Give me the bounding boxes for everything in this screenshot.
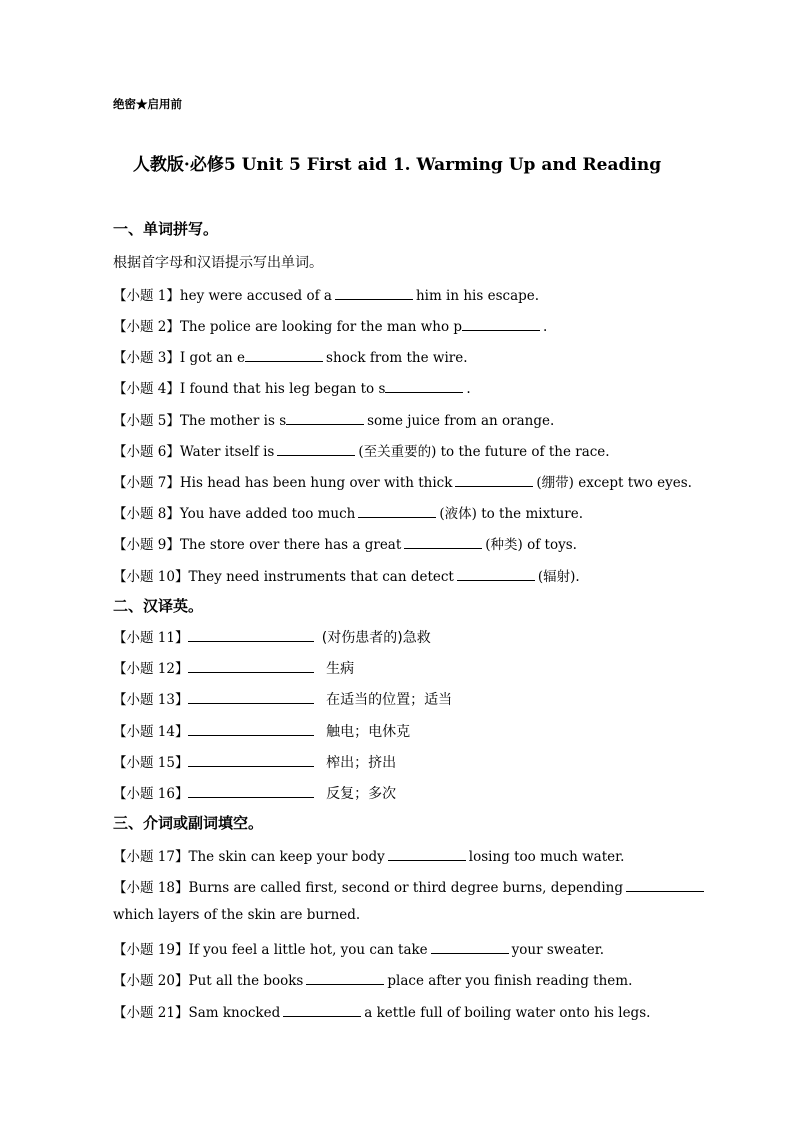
question-text: You have added too much bbox=[179, 506, 356, 522]
question-5 bbox=[113, 409, 554, 429]
answer-blank[interactable] bbox=[335, 288, 413, 300]
question-text: (辐射). bbox=[537, 569, 580, 585]
question-text: I found that his leg began to s bbox=[179, 381, 386, 397]
section1-heading: 一、单词拼写。 bbox=[113, 220, 219, 238]
question-tag: 【小题 8】 bbox=[113, 506, 180, 522]
question-text: (至关重要的) to the future of the race. bbox=[358, 444, 610, 460]
chinese-prompt: 反复；多次 bbox=[326, 786, 397, 802]
question-text: I got an e bbox=[179, 350, 246, 366]
question-tag: 【小题 6】 bbox=[113, 444, 180, 460]
question-13 bbox=[113, 688, 452, 709]
answer-blank[interactable] bbox=[188, 755, 314, 767]
answer-blank[interactable] bbox=[245, 350, 323, 362]
chinese-prompt: (对伤患者的)急救 bbox=[321, 630, 431, 646]
question-2 bbox=[113, 315, 547, 335]
question-tag: 【小题 7】 bbox=[113, 475, 180, 491]
page-title: 人教版·必修5 Unit 5 First aid 1. Warming Up and Reading bbox=[132, 155, 662, 175]
answer-blank[interactable] bbox=[626, 880, 704, 892]
question-9 bbox=[113, 533, 577, 553]
question-text: place after you finish reading them. bbox=[387, 973, 633, 989]
question-text: . bbox=[466, 381, 471, 397]
question-tag: 【小题 16】 bbox=[113, 786, 189, 802]
question-tag: 【小题 4】 bbox=[113, 381, 180, 397]
question-16 bbox=[113, 782, 396, 803]
question-text: His head has been hung over with thick bbox=[179, 475, 453, 491]
question-text: (绷带) except two eyes. bbox=[536, 475, 692, 491]
question-20 bbox=[113, 969, 632, 989]
question-8 bbox=[113, 502, 583, 522]
answer-blank[interactable] bbox=[188, 724, 314, 736]
answer-blank[interactable] bbox=[431, 942, 509, 954]
question-12 bbox=[113, 657, 354, 678]
question-text: They need instruments that can detect bbox=[188, 569, 454, 585]
question-tag: 【小题 11】 bbox=[113, 630, 189, 646]
question-17 bbox=[113, 845, 624, 865]
question-21 bbox=[113, 1001, 650, 1021]
answer-blank[interactable] bbox=[283, 1005, 361, 1017]
question-18-continuation: which layers of the skin are burned. bbox=[113, 907, 361, 923]
question-tag: 【小题 10】 bbox=[113, 569, 189, 585]
question-tag: 【小题 20】 bbox=[113, 973, 189, 989]
question-4 bbox=[113, 377, 471, 397]
question-tag: 【小题 12】 bbox=[113, 661, 189, 677]
question-tag: 【小题 19】 bbox=[113, 942, 189, 958]
question-19 bbox=[113, 938, 604, 958]
question-3 bbox=[113, 346, 468, 366]
section2-heading: 二、汉译英。 bbox=[113, 597, 204, 615]
answer-blank[interactable] bbox=[457, 569, 535, 581]
secret-label: 绝密★启用前 bbox=[113, 97, 182, 111]
question-text: shock from the wire. bbox=[326, 350, 468, 366]
question-text: Put all the books bbox=[188, 973, 304, 989]
question-tag: 【小题 18】 bbox=[113, 880, 189, 896]
answer-blank[interactable] bbox=[277, 444, 355, 456]
question-6 bbox=[113, 440, 610, 460]
question-tag: 【小题 14】 bbox=[113, 724, 189, 740]
question-text: (液体) to the mixture. bbox=[439, 506, 584, 522]
answer-blank[interactable] bbox=[358, 506, 436, 518]
question-text: Water itself is bbox=[179, 444, 275, 460]
question-text: The store over there has a great bbox=[179, 537, 402, 553]
question-text: (种类) of toys. bbox=[485, 537, 577, 553]
question-text: The police are looking for the man who p bbox=[179, 319, 463, 335]
question-text: losing too much water. bbox=[468, 849, 625, 865]
question-text: Burns are called first, second or third degree burns, depending bbox=[188, 880, 623, 896]
chinese-prompt: 在适当的位置；适当 bbox=[326, 692, 453, 708]
question-text: a kettle full of boiling water onto his legs. bbox=[364, 1005, 651, 1021]
answer-blank[interactable] bbox=[286, 413, 364, 425]
question-text: The mother is s bbox=[179, 413, 287, 429]
chinese-prompt: 触电；电休克 bbox=[326, 724, 411, 740]
question-tag: 【小题 13】 bbox=[113, 692, 189, 708]
question-text: Sam knocked bbox=[188, 1005, 281, 1021]
question-7 bbox=[113, 471, 692, 491]
chinese-prompt: 生病 bbox=[326, 661, 355, 677]
question-15 bbox=[113, 751, 396, 772]
answer-blank[interactable] bbox=[188, 661, 314, 673]
question-11 bbox=[113, 626, 431, 647]
answer-blank[interactable] bbox=[306, 973, 384, 985]
answer-blank[interactable] bbox=[188, 630, 314, 642]
question-tag: 【小题 21】 bbox=[113, 1005, 189, 1021]
answer-blank[interactable] bbox=[388, 849, 466, 861]
answer-blank[interactable] bbox=[455, 475, 533, 487]
question-tag: 【小题 5】 bbox=[113, 413, 180, 429]
question-text: . bbox=[543, 319, 548, 335]
answer-blank[interactable] bbox=[385, 381, 463, 393]
question-1 bbox=[113, 284, 539, 304]
question-14 bbox=[113, 720, 410, 741]
section3-heading: 三、介词或副词填空。 bbox=[113, 814, 264, 832]
answer-blank[interactable] bbox=[462, 319, 540, 331]
question-10 bbox=[113, 565, 580, 585]
question-text: The skin can keep your body bbox=[188, 849, 385, 865]
question-text: If you feel a little hot, you can take bbox=[188, 942, 428, 958]
answer-blank[interactable] bbox=[188, 786, 314, 798]
question-tag: 【小题 2】 bbox=[113, 319, 180, 335]
question-tag: 【小题 15】 bbox=[113, 755, 189, 771]
question-text: hey were accused of a bbox=[179, 288, 332, 304]
question-tag: 【小题 17】 bbox=[113, 849, 189, 865]
question-tag: 【小题 3】 bbox=[113, 350, 180, 366]
question-text: some juice from an orange. bbox=[367, 413, 555, 429]
answer-blank[interactable] bbox=[404, 537, 482, 549]
answer-blank[interactable] bbox=[188, 692, 314, 704]
question-tag: 【小题 9】 bbox=[113, 537, 180, 553]
section1-instruction: 根据首字母和汉语提示写出单词。 bbox=[113, 255, 323, 271]
question-tag: 【小题 1】 bbox=[113, 288, 180, 304]
question-text: him in his escape. bbox=[415, 288, 540, 304]
question-text: your sweater. bbox=[511, 942, 605, 958]
chinese-prompt: 榨出；挤出 bbox=[326, 755, 397, 771]
question-18 bbox=[113, 876, 707, 896]
